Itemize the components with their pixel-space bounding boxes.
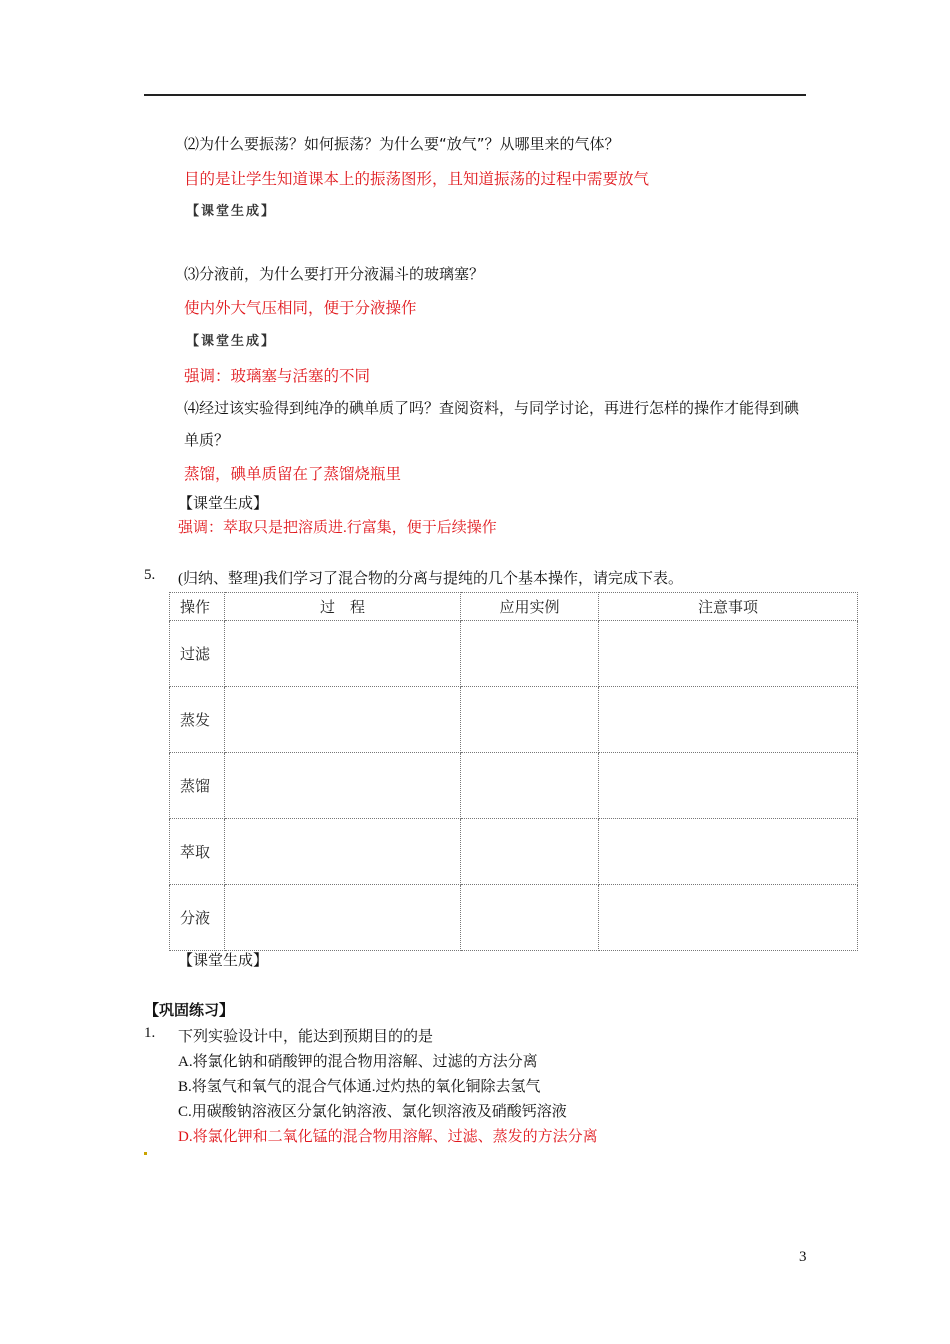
- header-notes: 注意事项: [599, 593, 858, 621]
- item-5-number: 5.: [144, 567, 156, 583]
- question-4-line-2: 单质？: [184, 431, 230, 449]
- option-d-answer: D.将氯化钾和二氧化锰的混合物用溶解、过滤、蒸发的方法分离: [178, 1129, 598, 1145]
- emphasis-3: 强调：玻璃塞与活塞的不同: [184, 367, 371, 385]
- process-cell[interactable]: [225, 687, 461, 753]
- table-row: [170, 753, 858, 819]
- answer-3: 使内外大气压相同，便于分液操作: [184, 299, 417, 317]
- header-example: 应用实例: [461, 593, 599, 621]
- practice-heading: 【巩固练习】: [144, 1003, 235, 1019]
- option-a: A.将氯化钠和硝酸钾的混合物用溶解、过滤的方法分离: [178, 1054, 538, 1070]
- practice-question: 下列实验设计中，能达到预期目的的是: [178, 1029, 434, 1045]
- table-header-row: [170, 593, 858, 621]
- answer-4: 蒸馏，碘单质留在了蒸馏烧瓶里: [184, 465, 402, 483]
- process-cell[interactable]: [225, 819, 461, 885]
- notes-cell[interactable]: [599, 687, 858, 753]
- question-4-line-1: ⑷经过该实验得到纯净的碘单质了吗？查阅资料，与同学讨论，再进行怎样的操作才能得到碘: [184, 399, 800, 417]
- table-row: [170, 621, 858, 687]
- row-operation: 蒸发: [170, 687, 225, 753]
- table-row: [170, 885, 858, 951]
- header-process: 过 程: [225, 593, 461, 621]
- example-cell[interactable]: [461, 621, 599, 687]
- row-operation: 萃取: [170, 819, 225, 885]
- example-cell[interactable]: [461, 753, 599, 819]
- page-number: 3: [799, 1249, 807, 1265]
- notes-cell[interactable]: [599, 621, 858, 687]
- table-row: [170, 819, 858, 885]
- example-cell[interactable]: [461, 687, 599, 753]
- example-cell[interactable]: [461, 819, 599, 885]
- example-cell[interactable]: [461, 885, 599, 951]
- notes-cell[interactable]: [599, 885, 858, 951]
- header-operation: 操作: [170, 593, 225, 621]
- emphasis-extraction: 强调：萃取只是把溶质进.行富集，便于后续操作: [178, 520, 497, 536]
- row-operation: 蒸馏: [170, 753, 225, 819]
- question-3: ⑶分液前，为什么要打开分液漏斗的玻璃塞？: [184, 265, 485, 283]
- notes-cell[interactable]: [599, 819, 858, 885]
- stray-mark: [144, 1152, 147, 1155]
- answer-2: 目的是让学生知道课本上的振荡图形，且知道振荡的过程中需要放气: [184, 170, 650, 188]
- question-2: ⑵为什么要振荡？如何振荡？为什么要“放气”？从哪里来的气体？: [184, 135, 620, 153]
- separation-operations-table: [169, 592, 858, 951]
- row-operation: 过滤: [170, 621, 225, 687]
- option-c: C.用碳酸钠溶液区分氯化钠溶液、氯化钡溶液及硝酸钙溶液: [178, 1104, 567, 1120]
- row-operation: 分液: [170, 885, 225, 951]
- header-rule: [144, 94, 806, 96]
- notes-cell[interactable]: [599, 753, 858, 819]
- tag-after-table: 【课堂生成】: [178, 953, 269, 969]
- tag-class-generated: 【课堂生成】: [186, 334, 277, 349]
- process-cell[interactable]: [225, 753, 461, 819]
- table-row: [170, 687, 858, 753]
- process-cell[interactable]: [225, 621, 461, 687]
- option-b: B.将氢气和氧气的混合气体通.过灼热的氧化铜除去氢气: [178, 1079, 541, 1095]
- practice-question-number: 1.: [144, 1025, 156, 1041]
- tag-class-generated: 【课堂生成】: [186, 204, 277, 219]
- process-cell[interactable]: [225, 885, 461, 951]
- tag-class-generated-plain: 【课堂生成】: [178, 496, 269, 512]
- item-5-text: (归纳、整理)我们学习了混合物的分离与提纯的几个基本操作，请完成下表。: [178, 571, 683, 587]
